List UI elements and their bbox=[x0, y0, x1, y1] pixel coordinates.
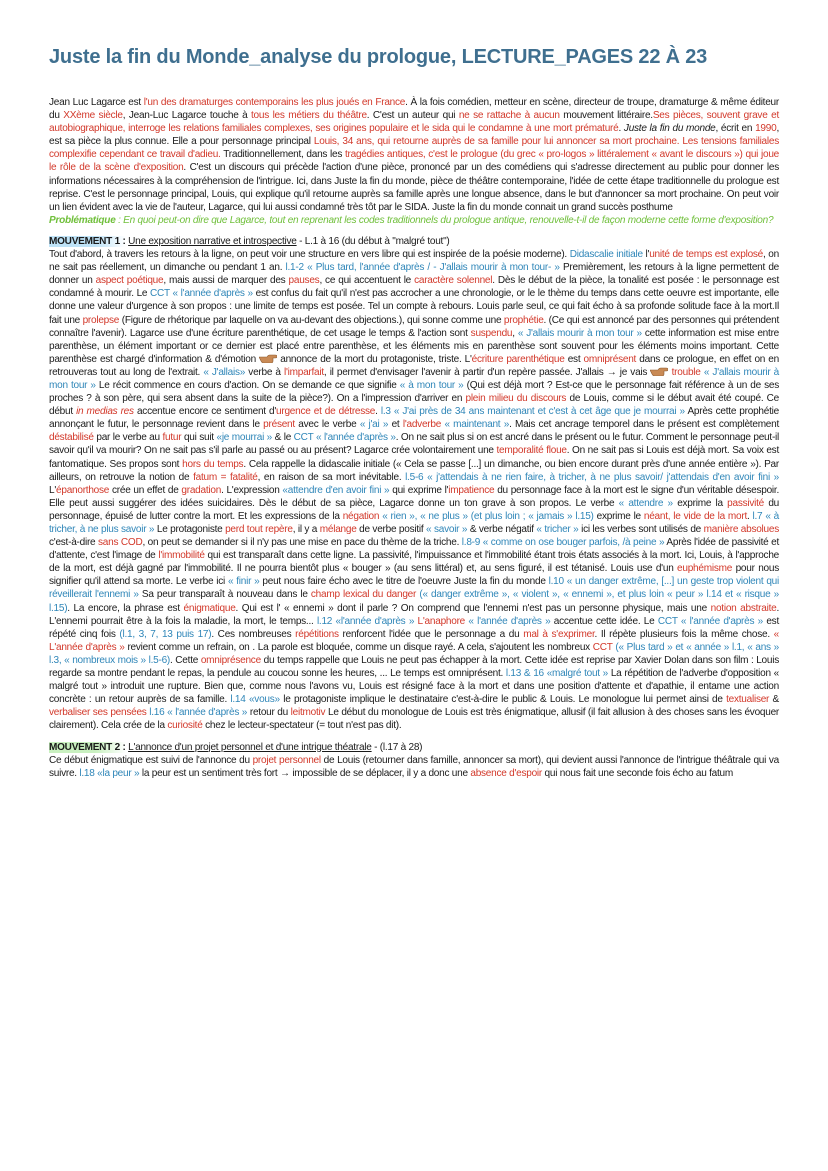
quotation-reference: l.1-2 « Plus tard, l'année d'après / - J'allais mourir à mon tour- » bbox=[285, 262, 560, 274]
text-run: par le verbe au bbox=[93, 432, 163, 444]
text-run: et bbox=[388, 419, 403, 431]
key-term: mélange bbox=[319, 524, 357, 535]
key-term: suspendu bbox=[470, 327, 513, 339]
problematique-paragraph bbox=[49, 214, 779, 227]
text-run: avec le verbe bbox=[294, 419, 360, 431]
text-run: peut nous faire écho avec le titre de l'oeuvre Juste la fin du monde bbox=[259, 576, 549, 588]
movement-1-heading bbox=[49, 235, 779, 248]
text-run: , ce qui accentuent le bbox=[319, 275, 415, 287]
pointing-hand-icon bbox=[259, 353, 277, 363]
quotation-reference: « J'allais mourir à mon tour » bbox=[517, 327, 642, 339]
text-run: de Louis (retourner dans famille, annoncer sa mort), qui devient aussi l'annonce de l'intrigue théâtrale qui va suivre. bbox=[49, 754, 779, 779]
text-run: & le bbox=[272, 432, 294, 444]
key-term: l'un des dramaturges contemporains les plus joués en France bbox=[143, 97, 406, 108]
key-term: aspect poétique bbox=[95, 275, 164, 287]
text-run: qui suit bbox=[181, 432, 217, 444]
key-term: gradation bbox=[181, 484, 222, 496]
key-term: tragédies antiques, c'est le prologue (du grec « pro-logos » littéralement « avant le discours ») qui joue le rôle de la scène d'exposition bbox=[49, 149, 779, 174]
text-run: exprime le bbox=[593, 510, 644, 522]
quotation-reference: « rien », « ne plus » (et plus loin ; « jamais » l.15) bbox=[382, 510, 594, 522]
text-run: . Cela rappelle la didascalie initiale (« Cela se passe [...] un dimanche, ou bien encore durant près d'une année entière »). Par ailleurs, on retrouve la notion de bbox=[49, 458, 779, 483]
text-run: MOUVEMENT 2 : bbox=[49, 741, 126, 753]
text-run: . À la fois comédien, metteur en scène, directeur de troupe, dramaturge & même éditeur du bbox=[49, 97, 779, 122]
text-run: Tout d'abord, à travers les retours à la ligne, on peut voir une structure en vers libre qui est inspirée de la poésie moderne). bbox=[49, 249, 570, 261]
text-run: - (l.17 à 28) bbox=[371, 741, 423, 753]
pointing-hand-icon bbox=[650, 366, 668, 376]
text-run: la peur est un sentiment très fort → impossible de se déplacer, il y a donc une bbox=[139, 767, 471, 779]
key-term: caractère solennel bbox=[414, 275, 493, 287]
text-run: c'est-à-dire bbox=[49, 537, 99, 549]
text-run: , bbox=[512, 327, 518, 339]
text-run: , en raison de sa mort inévitable. bbox=[257, 471, 406, 483]
key-term: champ lexical du danger bbox=[310, 589, 417, 601]
text-run: MOUVEMENT 1 : bbox=[49, 235, 126, 247]
text-run: qui nous fait une seconde fois écho au fatum bbox=[542, 767, 733, 779]
key-term: manière absolues bbox=[703, 524, 779, 535]
key-term: omniprésence bbox=[200, 654, 261, 666]
text-run: La répétition de l'adverbe d'opposition « malgré tout » introduit une rupture. Bien que, comme nous l'avons vu, Louis est résigné face à la mort et dans une position d'attente et d'apathie, il entame une action concrète : un retour auprès de sa famille. bbox=[49, 668, 779, 706]
quotation-reference: CCT « l'année d'après » bbox=[657, 615, 763, 627]
text-run: . (Ce qui est annoncé par des personnes qui prétendent connaître l'avenir). Lagarce use d'une écriture parenthétique, de cet usage le temps & l'action sont bbox=[49, 314, 779, 339]
text-run: annonce de la mort du protagoniste, triste. L' bbox=[277, 353, 472, 365]
text-run: . L'ennemi pourrait être à la fois la maladie, la mort, le temps... bbox=[49, 602, 780, 627]
key-term: épanorthose bbox=[56, 484, 110, 496]
key-term: perd tout repère bbox=[225, 524, 293, 535]
key-term: ne se rattache à aucun bbox=[458, 110, 560, 122]
key-term: XXème siècle bbox=[63, 110, 123, 122]
text-run: , on peut se demander si il n'y pas une mise en pace du thème de la triche. bbox=[142, 537, 462, 549]
text-run: . Mais cet ancrage temporel dans le présent est complètement bbox=[509, 419, 780, 431]
key-term: pauses bbox=[288, 275, 320, 287]
key-term: CCT bbox=[592, 641, 613, 653]
text-run: qui est transparaît dans cette ligne. La passivité, l'impuissance et l'immobilité étant trois états associés à la mort. Ici, Louis, à l'approche de la mort, est déjà gagné par l'immobilité. Il ne pourra bientôt plus « bouger » (au sens littéral) et, au sens figuré, il est tétanisé. Louis use d'un bbox=[49, 550, 779, 575]
key-term: tous les métiers du théâtre bbox=[251, 110, 367, 122]
quotation-reference: «je mourrai » bbox=[216, 432, 273, 444]
key-term: néant, le vide de la mort bbox=[643, 510, 747, 522]
key-term: mal à s'exprimer bbox=[523, 628, 595, 640]
quotation-reference: l.16 « l'année d'après » bbox=[149, 707, 248, 719]
text-run: , Jean-Luc Lagarce touche à bbox=[122, 110, 252, 122]
text-run: Après l'idée de passivité et d'attente, c'est l'image de bbox=[49, 537, 780, 562]
key-term: Louis, 34 ans, qui retourne auprès de sa famille pour lui annoncer sa mort prochaine. Les tensions familiales complexifie cependant ce travail d'adieu. bbox=[49, 136, 779, 161]
text-run: Le récit commence en cours d'action. On se demande ce que signifie bbox=[95, 379, 400, 391]
text-run: mouvement littéraire. bbox=[559, 110, 653, 122]
key-term: hors du temps bbox=[182, 458, 244, 470]
key-term: in medias res bbox=[76, 406, 134, 418]
quotation-reference: (« Plus tard » et « année » l.1, « ans » l.3, « nombreux mois » l.5-6) bbox=[49, 641, 779, 666]
quotation-reference: l.10 « un danger extrême, [...] un geste trop violent qui réveillerait l'ennemi » bbox=[49, 576, 779, 601]
text-run: . On ne sait pas si Louis est déjà mort. Sa voix est fantomatique. Ses propos sont bbox=[49, 445, 779, 470]
key-term: l'adverbe bbox=[402, 419, 442, 431]
text-run: . Qui est l' « ennemi » dont il parle ? On comprend que l'ennemi n'est pas un personne physique, mais une bbox=[235, 602, 711, 614]
text-run: revient comme un refrain, on . La parole est bloquée, comme un disque rayé. A cela, s'ajoutent les nombreux bbox=[124, 641, 593, 653]
key-term: futur bbox=[162, 432, 182, 444]
text-run: . Cette bbox=[170, 654, 201, 666]
page-title: Juste la fin du Monde_analyse du prologue, LECTURE_PAGES 22 À 23 bbox=[49, 46, 708, 68]
text-run: - L.1 à 16 (du début à "malgré tout") bbox=[296, 235, 450, 247]
text-run: . La encore, la phrase est bbox=[67, 602, 184, 614]
text-run: Ce début énigmatique est suivi de l'annonce du bbox=[49, 754, 253, 766]
key-term: euphémisme bbox=[677, 563, 733, 575]
text-run: . Il répète plusieurs fois la même chose. bbox=[594, 628, 774, 640]
key-term: notion abstraite bbox=[710, 602, 777, 614]
text-run: Jean Luc Lagarce est bbox=[49, 97, 144, 108]
text-run: , est sa pièce la plus connue. Elle a pour personnage principal bbox=[49, 123, 779, 148]
key-term: temporalité floue bbox=[496, 445, 567, 457]
text-run: qui exprime l' bbox=[389, 484, 449, 496]
text-run: . Dès le début de la pièce, la tonalité est posée : le personnage est condamné à mourir. Le bbox=[49, 275, 779, 300]
key-term: l'immobilité bbox=[158, 550, 205, 562]
quotation-reference: « attendre » bbox=[618, 497, 673, 509]
key-term: verbaliser ses pensées bbox=[49, 707, 147, 719]
quotation-reference: « J'allais» bbox=[203, 366, 246, 378]
text-run: . bbox=[375, 406, 381, 418]
quotation-reference: l.13 & 16 «malgré tout » bbox=[505, 668, 608, 680]
text-run: . bbox=[618, 123, 624, 135]
text-run: de Louis, comme si le début avait été coupé. Ce début bbox=[49, 393, 780, 418]
key-term: prolepse bbox=[82, 314, 120, 326]
text-run: L' bbox=[49, 484, 57, 496]
key-term: plein milieu du discours bbox=[465, 393, 567, 405]
text-run: Juste la fin du monde bbox=[623, 123, 716, 135]
text-run: , mais aussi de marquer des bbox=[163, 275, 289, 287]
text-run: : En quoi peut-on dire que Lagarce, tout en reprenant les codes traditionnels du prologue antique, renouvelle-t-il de façon moderne cette forme d'exposition? bbox=[115, 214, 774, 226]
text-run: exprime la bbox=[672, 497, 728, 509]
text-run: chez le lecteur-spectateur (= tout n'est pas dit). bbox=[202, 720, 402, 732]
text-run: , il permet d'envisager l'avenir à partir d'un repère passée. J'allais → je vais bbox=[323, 366, 651, 378]
quotation-reference: l.12 «l'année d'après » bbox=[316, 615, 415, 627]
text-run: & bbox=[769, 694, 779, 706]
key-term: absence d'espoir bbox=[470, 767, 543, 779]
key-term: énigmatique bbox=[183, 602, 236, 614]
text-run: . C'est un discours qui précède l'action d'une pièce, prononcé par un des comédiens qui s'adresse directement au public pour donner les informations nécessaires à la compréhension de l'intrigue. Ici, dans Juste la fin du monde, pièce de théâtre contemporaine, l'idée de cette étape traditionnelle du prologue est reprise. C'est le personnage principal, Louis, qui explique qu'il retourne auprès sa famille après une longue absence, dans le but d'annoncer sa mort prochaine. On peut voir un lien évident avec la vie de l'auteur, Lagarce, qui lui aussi condamné très tôt par le SIDA. Juste la fin du monde connait un grand succès posthume bbox=[49, 162, 779, 213]
key-term: passivité bbox=[727, 497, 764, 509]
text-run: est confus du fait qu'il n'est pas accrocher a une chronologie, or le le thème du temps dans cette oeuvre est importante, elle donne une valeur d'urgence à son propos : une limite de temps est posée. Tel un compte à rebours. Louis parle seul, ce qui fait écho à sa profonde solitude face à la mort.Il fait une bbox=[49, 288, 780, 326]
quotation-reference: l.14 «vous» bbox=[230, 694, 280, 706]
key-term: « L'année d'après » bbox=[49, 628, 780, 653]
text-run: verbe à bbox=[245, 366, 284, 378]
key-term: écriture parenthétique bbox=[471, 353, 565, 365]
quotation-reference: (l.1, 3, 7, 13 puis 17) bbox=[119, 628, 212, 640]
quotation-reference: l.7 « à tricher, à ne plus savoir » bbox=[49, 510, 779, 535]
text-run: est répété cinq fois bbox=[49, 615, 779, 640]
quotation-reference: l.18 «la peur » bbox=[79, 767, 140, 779]
quotation-reference: « à mon tour » bbox=[399, 379, 464, 391]
key-term: fatum = fatalité bbox=[193, 471, 258, 483]
key-term: 1990 bbox=[755, 123, 777, 135]
key-term: textualiser bbox=[726, 694, 770, 706]
text-run: du personnage, épuisé de lutter contre la mort. Et les expressions de la bbox=[49, 497, 780, 522]
text-run: , on ne sait pas réellement, un dimanche ou pendant 1 an. bbox=[49, 249, 779, 274]
quotation-reference: « j'ai » bbox=[359, 419, 389, 431]
text-run: crée un effet de bbox=[109, 484, 182, 496]
key-term: répétitions bbox=[295, 628, 339, 640]
key-term: négation bbox=[342, 510, 380, 522]
movement-2-body bbox=[49, 754, 779, 780]
text-run: le protagoniste implique le destinataire c'est-à-dire le public & Louis. Le monologue lui permet ainsi de bbox=[279, 694, 727, 706]
text-run: Après cette prophétie annonçant le futur, le personnage revient dans le bbox=[49, 406, 779, 431]
quotation-reference: l.5-6 « j'attendais à ne rien faire, à tricher, à ne plus savoir/ j'attendais d'en avoir fini » bbox=[405, 471, 779, 483]
text-run: de verbe positif bbox=[356, 524, 427, 535]
text-run: . C'est un auteur qui bbox=[366, 110, 459, 122]
quotation-reference: « l'année d'après » bbox=[468, 615, 551, 627]
key-term: L'anaphore bbox=[417, 615, 466, 627]
key-term: déstabilisé bbox=[49, 432, 94, 444]
text-run: cette information est mise entre parenthèse, un élément important or ce dernier est placé entre parenthèse, et les éléments mis en parenthèse sont souvent pour les éléments moins important. Cette parenthèse est chargé d'information & d'émotion bbox=[49, 327, 779, 365]
key-term: sans COD bbox=[98, 537, 143, 549]
text-run: . Ces nombreuses bbox=[211, 628, 296, 640]
text-run: , écrit en bbox=[715, 123, 756, 135]
text-run: l' bbox=[642, 249, 650, 261]
key-term: unité de temps est explosé bbox=[649, 249, 764, 261]
introduction-paragraph bbox=[49, 96, 779, 214]
key-term: projet personnel bbox=[252, 754, 321, 766]
movement-2-heading bbox=[49, 741, 779, 754]
key-term: l'imparfait bbox=[283, 366, 324, 378]
quotation-reference: CCT « l'année d'après » bbox=[150, 288, 253, 300]
text-run: . On ne sait plus si on est ancré dans le présent ou le futur. Comment le personnage peut-il savoir qu'il va mourir? On ne sait pas s'il parle au passé ou au présent? Lagarce crée volontairement une bbox=[49, 432, 779, 457]
quotation-reference: « J'allais mourir à mon tour » bbox=[49, 366, 780, 391]
text-run: Le protagoniste bbox=[154, 524, 226, 535]
text-run: Problématique bbox=[49, 214, 116, 226]
quotation-reference: l.3 « J'ai près de 34 ans maintenant et c'est à cet âge que je mourrai » bbox=[380, 406, 685, 418]
quotation-reference: l.8-9 « comme on ose bouger parfois, /à peine » bbox=[461, 537, 665, 549]
key-term: urgence et de détresse bbox=[276, 406, 376, 418]
movement-1-body bbox=[49, 248, 779, 732]
text-run: renforcent l'idée que le personnage a du bbox=[338, 628, 524, 640]
text-run: . bbox=[747, 510, 753, 522]
key-term: présent bbox=[263, 419, 295, 431]
key-term: trouble bbox=[671, 366, 701, 378]
text-run: Premièrement, les retours à la ligne permettent de donner un bbox=[49, 262, 779, 287]
quotation-reference: « maintenant » bbox=[444, 419, 510, 431]
text-run: ici les verbes sont utilisés de bbox=[578, 524, 704, 535]
quotation-reference: « tricher » bbox=[536, 524, 579, 535]
text-run: Le début du monologue de Louis est très énigmatique, allusif (il fait allusion à des choses sans les évoquer clairement). Cela crée de la bbox=[49, 707, 780, 732]
text-run: Traditionnellement, dans les bbox=[220, 149, 345, 161]
text-run: retour du bbox=[247, 707, 291, 719]
quotation-reference: « finir » bbox=[227, 576, 260, 588]
text-run: accentue encore ce sentiment d' bbox=[133, 406, 277, 418]
quotation-reference: (« danger extrême », « violent », « ennemi », et plus loin « peur » l.14 et « risque » l.15) bbox=[49, 589, 780, 614]
quotation-reference: CCT « l'année d'après » bbox=[293, 432, 396, 444]
key-term: impatience bbox=[448, 484, 495, 496]
text-run: (Figure de rhétorique par laquelle on va au-devant des objections.), qui sonne comme une bbox=[119, 314, 504, 326]
text-run: pour nous signifier qu'il attend sa morte. Le verbe ici bbox=[49, 563, 779, 588]
key-term: omniprésent bbox=[583, 353, 637, 365]
text-run: est bbox=[564, 353, 584, 365]
text-run: & verbe négatif bbox=[467, 524, 537, 535]
quotation-reference: « savoir » bbox=[426, 524, 468, 535]
key-term: Ses pièces, souvent grave et autobiographique, interroge les relations familiales complexes, ses origines populaire et le sida qui le condamne à une mort prématuré bbox=[49, 110, 779, 135]
text-run: du temps rappelle que Louis ne peut pas échapper à la mort. Cette idée est reprise par Xavier Dolan dans son film : Louis regarde sa montre pendant le repas, la pendule au coucou sonne les heures, ... Le temps est omniprésent. bbox=[49, 654, 779, 680]
key-term: leitmotiv bbox=[290, 707, 326, 719]
text-run: , il y a bbox=[292, 524, 320, 535]
quotation-reference: «attendre d'en avoir fini » bbox=[282, 484, 390, 496]
text-run: dans ce prologue, en effet on en retrouveras tout au long de l'extrait. bbox=[49, 353, 779, 378]
key-term: curiosité bbox=[167, 720, 203, 732]
quotation-reference: Didascalie initiale bbox=[569, 249, 643, 261]
text-run: . L'expression bbox=[221, 484, 283, 496]
text-run: Sa peur transparaît à nouveau dans le bbox=[138, 589, 311, 601]
text-run: du personnage face à la mort est le signe d'un véritable désespoir. Elle peut aussi suggérer des idées suicidaires. Dès le début de sa pièce, Lagarce donne un ton grave à son propos. Le verbe bbox=[49, 484, 779, 509]
text-run: (Qui est déjà mort ? Est-ce que le personnage fait référence à un de ses proches ? à son père, qui sera absent dans la suite de la pièce?). On a l'impression d'arriver en bbox=[49, 379, 779, 405]
text-run: accentue cette idée. Le bbox=[550, 615, 658, 627]
text-run: L'annonce d'un projet personnel et d'une intrigue théatrale bbox=[128, 741, 372, 753]
text-run: Une exposition narrative et introspective bbox=[128, 235, 297, 247]
key-term: prophétie bbox=[503, 314, 544, 326]
